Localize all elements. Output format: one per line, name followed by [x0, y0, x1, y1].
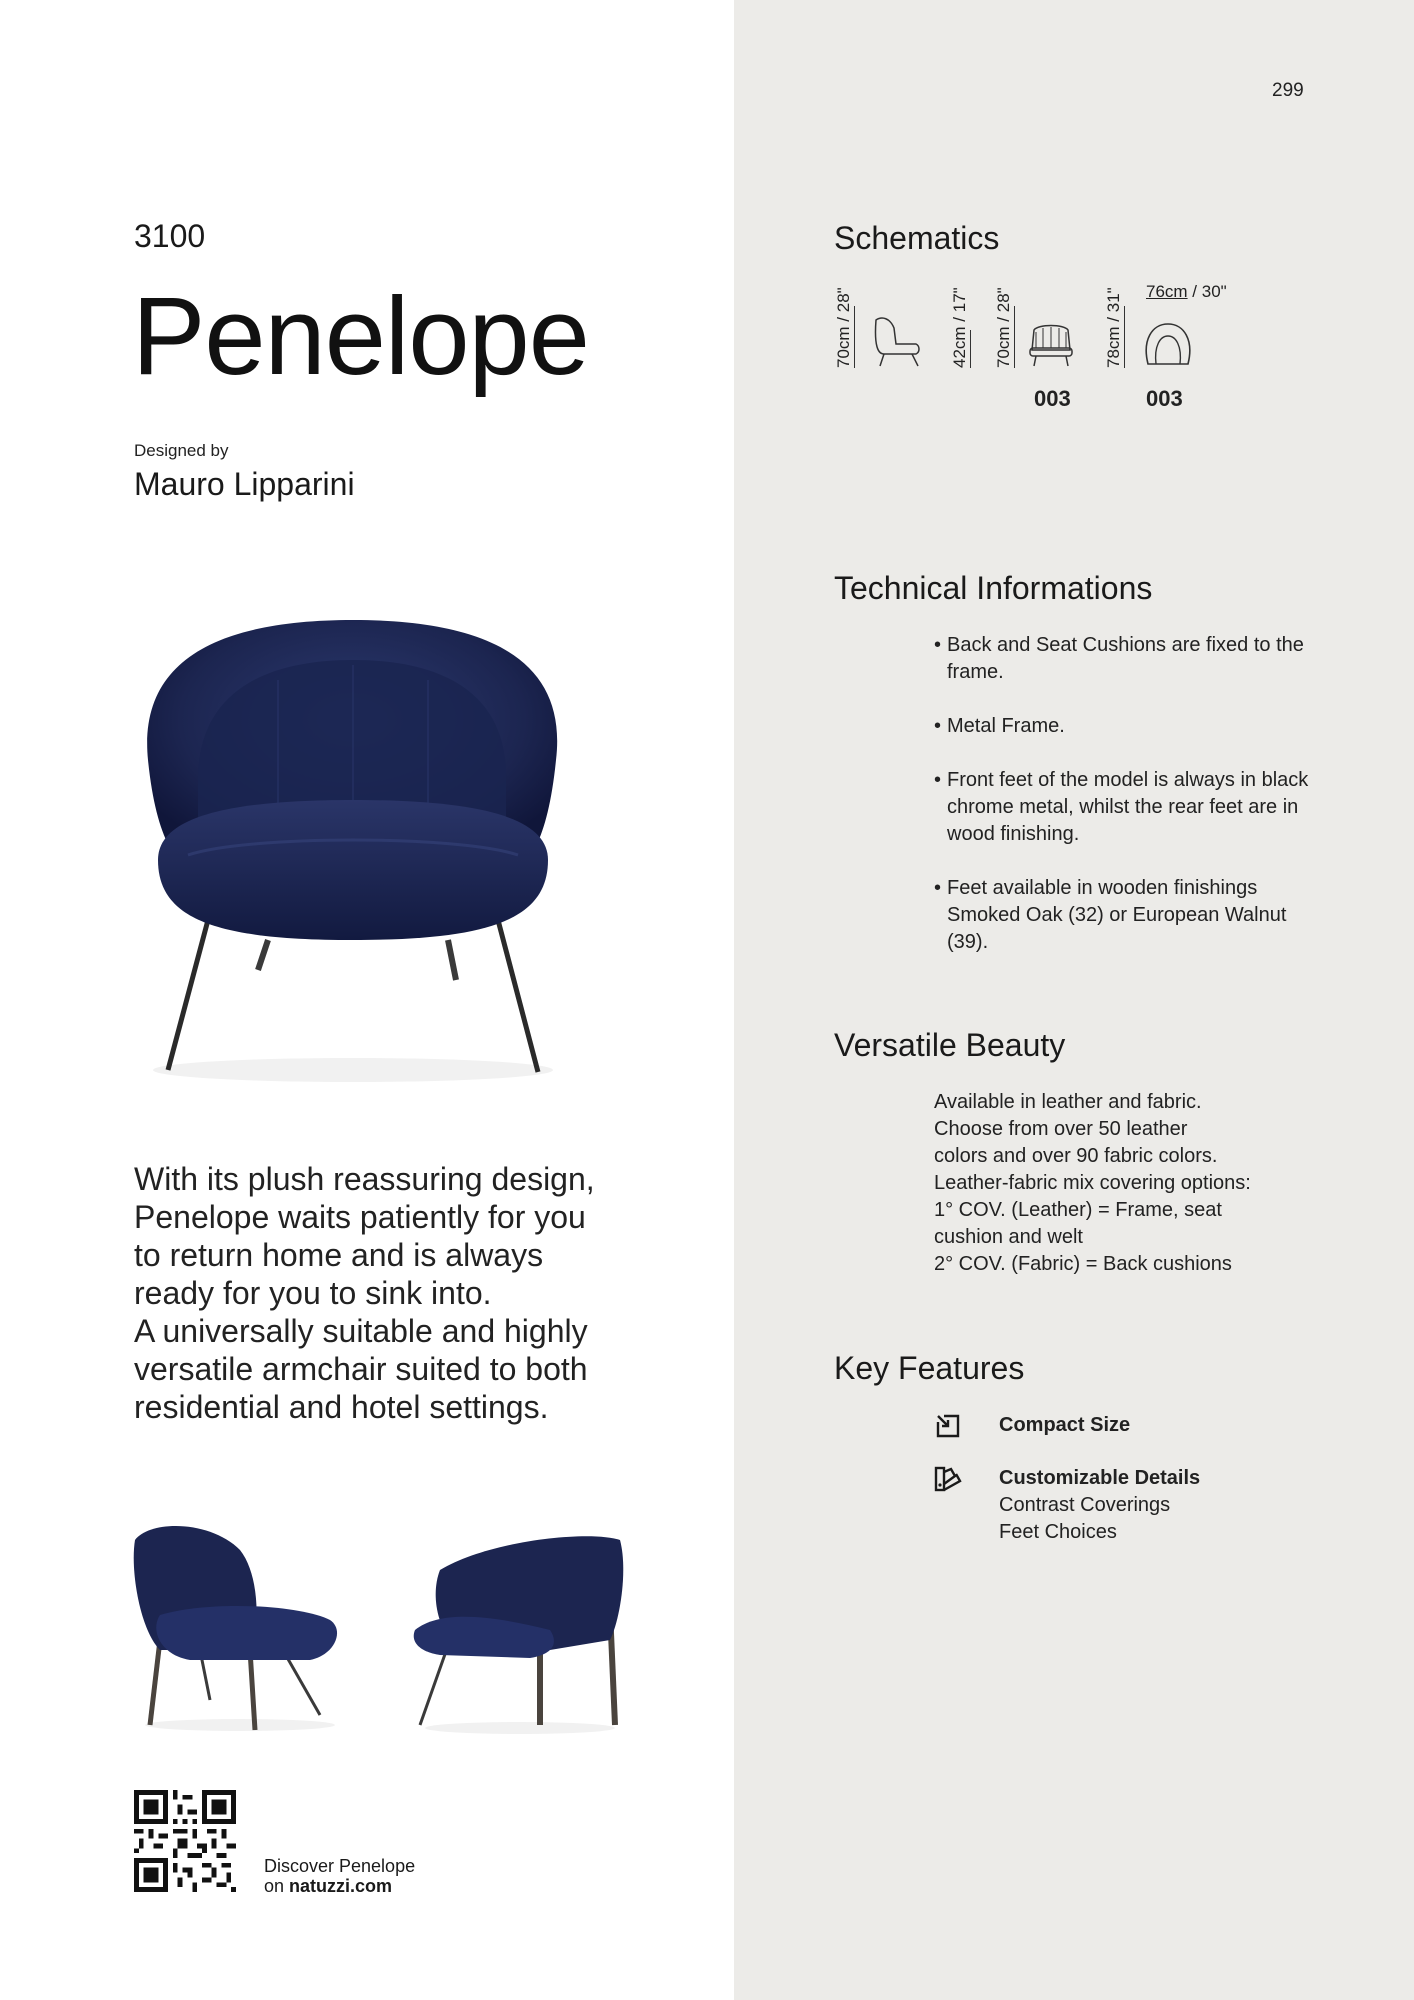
versatile-beauty-title: Versatile Beauty: [834, 1027, 1066, 1063]
discover-on: on: [264, 1876, 290, 1896]
versatile-line: Leather-fabric mix covering options:: [934, 1172, 1251, 1194]
technical-informations-title: Technical Informations: [834, 570, 1153, 606]
feature-title: Compact Size: [999, 1414, 1131, 1436]
feature-title: Customizable Details: [999, 1467, 1201, 1489]
dim-line-1: [854, 306, 855, 368]
schematic-code-2: 003: [1146, 386, 1183, 411]
technical-item: • Feet available in wooden finishings Smoked Oak (32) or European Walnut (39).: [934, 875, 1314, 956]
dim-line-2: [970, 330, 971, 368]
page-number: 299: [1272, 80, 1304, 101]
technical-item: • Metal Frame.: [934, 713, 1314, 740]
product-name: Penelope: [132, 275, 589, 398]
side-view-schematic-icon: [872, 314, 922, 368]
technical-item: • Front feet of the model is always in black chrome metal, whilst the rear feet are in wood finishing.: [934, 767, 1314, 848]
versatile-line: Choose from over 50 leather: [934, 1118, 1188, 1140]
versatile-line: 1° COV. (Leather) = Frame, seat: [934, 1199, 1222, 1221]
dim-line-4: [1124, 306, 1125, 368]
dim-line-3: [1014, 306, 1015, 368]
schematic-code-1: 003: [1034, 386, 1071, 411]
dim-width-cm: 76cm: [1146, 282, 1188, 301]
qr-code[interactable]: [134, 1790, 236, 1892]
feature-detail: Contrast Coverings: [999, 1494, 1171, 1516]
dim-seat-height: 42cm / 17": [950, 287, 969, 368]
technical-list: [934, 632, 1314, 983]
side-view-chair-image: [130, 1520, 350, 1740]
back-view-chair-image: [410, 1530, 630, 1740]
customizable-details-icon: [934, 1465, 962, 1493]
schematics-diagrams: [834, 270, 1254, 420]
hero-chair-image: [128, 620, 578, 1090]
versatile-beauty-text: [934, 1089, 1314, 1278]
feature-detail: Feet Choices: [999, 1521, 1117, 1543]
website-link[interactable]: natuzzi.com: [289, 1876, 393, 1896]
discover-line: Discover Penelope: [264, 1856, 416, 1876]
discover-site-line: [264, 1876, 415, 1896]
compact-size-icon: [934, 1412, 962, 1440]
dim-height-1: 70cm / 28": [834, 287, 853, 368]
discover-link[interactable]: [264, 1856, 415, 1896]
designed-by-label: Designed by: [134, 441, 229, 460]
model-code: 3100: [134, 218, 206, 254]
versatile-line: Available in leather and fabric.: [934, 1091, 1202, 1113]
product-description: With its plush reassuring design, Penelope waits patiently for you to return home and is always ready for you to sink into. A universally suitable and highly versatile armchair suited to both residential and hotel settings.: [134, 1161, 595, 1425]
designer-name: Mauro Lipparini: [134, 466, 355, 502]
key-features-title: Key Features: [834, 1350, 1025, 1386]
dim-width: [1146, 282, 1227, 302]
versatile-line: 2° COV. (Fabric) = Back cushions: [934, 1253, 1232, 1275]
top-view-schematic-icon: [1142, 320, 1194, 370]
dim-height-2: 70cm / 28": [994, 287, 1013, 368]
schematics-title: Schematics: [834, 220, 1000, 256]
technical-item: • Back and Seat Cushions are fixed to the frame.: [934, 632, 1314, 686]
dim-width-in: / 30": [1187, 282, 1227, 301]
versatile-line: cushion and welt: [934, 1226, 1083, 1248]
dim-height-3: 78cm / 31": [1104, 287, 1123, 368]
versatile-line: colors and over 90 fabric colors.: [934, 1145, 1218, 1167]
front-view-schematic-icon: [1028, 322, 1074, 368]
